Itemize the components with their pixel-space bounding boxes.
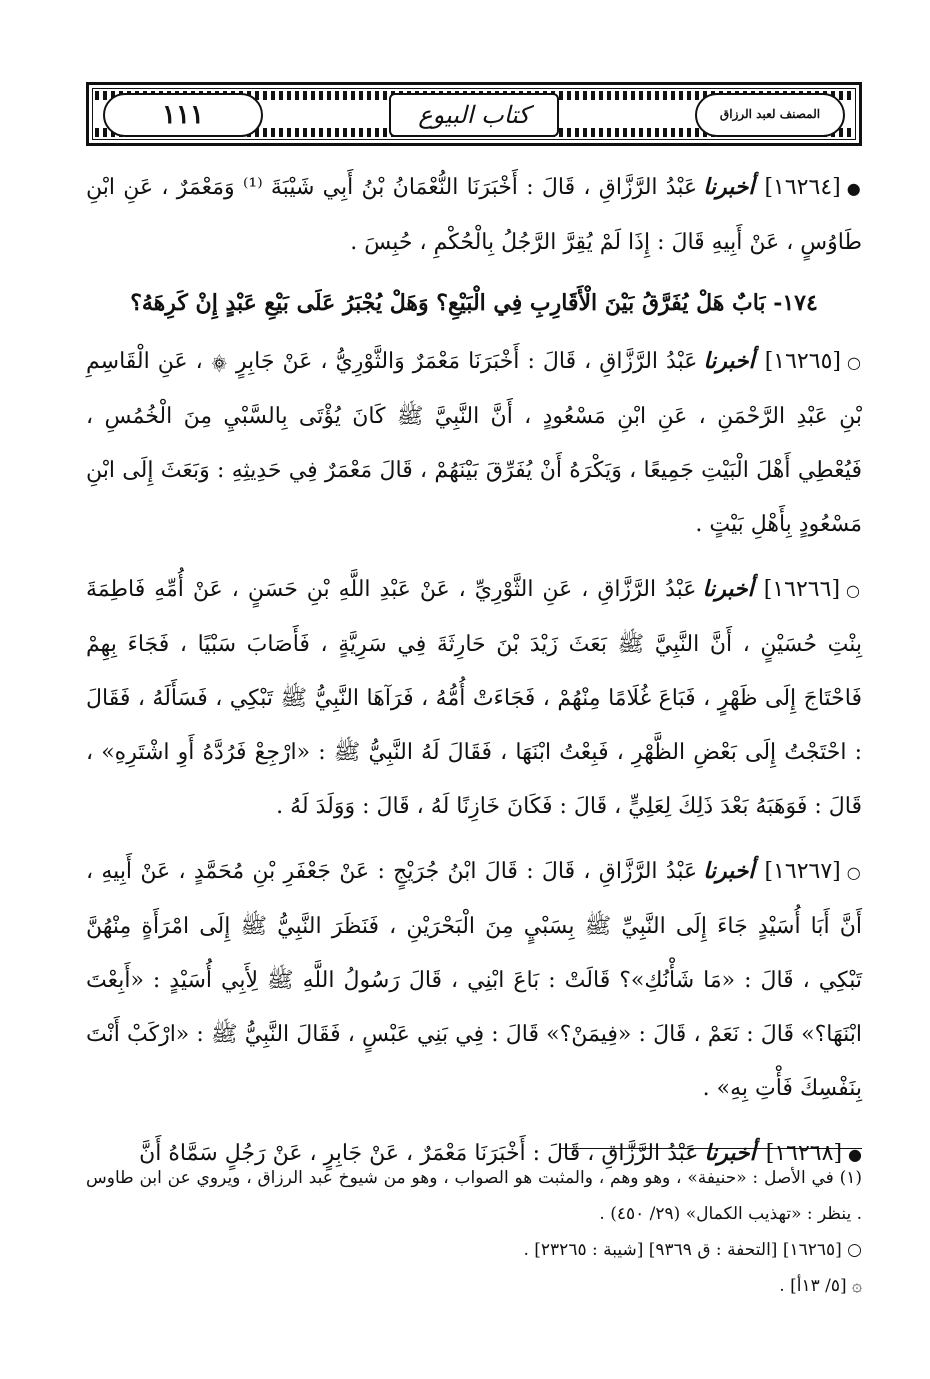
- book-name-plaque: [695, 93, 845, 137]
- book-name: المصنف لعبد الرزاق: [719, 107, 821, 122]
- book-title: كتاب البيوع: [418, 101, 530, 129]
- hadith-text: عَبْدُ الرَّزَّاقِ ، عَنِ الثَّوْرِيِّ ، عَنْ عَبْدِ اللَّهِ بْنِ حَسَنٍ ، عَنْ أُمِّهِ فَاطِمَةَ بِنْتِ حُسَيْنٍ ، أَنَّ النَّبِيَّ ﷺ بَعَثَ زَيْدَ بْنَ حَارِثَةَ فِي سَرِيَّةٍ ، فَأَصَابَ سَبْيًا ، فَجَاءَ بِهِمْ فَاحْتَاجَ إِلَى ظَهْرٍ ، فَبَاعَ غُلَامًا مِنْهُمْ ، فَجَاءَتْ أُمُّهُ ، فَرَآهَا النَّبِيُّ ﷺ تَبْكِي ، فَسَأَلَهُ ، فَقَالَ : احْتَجْتُ إِلَى بَعْضِ الظَّهْرِ ، فَبِعْتُ ابْنَهَا ، فَقَالَ لَهُ النَّبِيُّ ﷺ : «ارْجِعْ فَرُدَّهُ أَوِ اشْتَرِهِ» ، قَالَ : فَوَهَبَهُ بَعْدَ ذَلِكَ لِعَلِيٍّ ، قَالَ : فَكَانَ خَازِنًا لَهُ ، قَالَ : وَوَلَدَ لَهُ .: [86, 577, 862, 819]
- hadith-text: عَبْدُ الرَّزَّاقِ ، قَالَ : أَخْبَرَنَا النُّعْمَانُ بْنُ أَبِي شَيْبَةَ ⁽¹⁾ وَمَعْمَرٌ ، عَنِ ابْنِ طَاوُسٍ ، عَنْ أَبِيهِ قَالَ : إِذَا لَمْ يُقِرَّ الرَّجُلُ بِالْحُكْمِ ، حُبِسَ .: [86, 175, 862, 255]
- chapter-heading: ١٧٤- بَابٌ هَلْ يُفَرَّقُ بَيْنَ الْأَقَارِبِ فِي الْبَيْعِ؟ وَهَلْ يُجْبَرُ عَلَى بَيْعِ عَبْدٍ إِنْ كَرِهَهُ؟: [130, 290, 818, 316]
- page-number: ١١١: [162, 100, 204, 130]
- page-number-plaque: [103, 93, 263, 137]
- hadith-text: عَبْدُ الرَّزَّاقِ ، قَالَ : أَخْبَرَنَا مَعْمَرٌ ، عَنْ جَابِرٍ ، عَنْ رَجُلٍ سَمَّاهُ أَنَّ: [139, 1141, 699, 1166]
- hadith-marker: ●: [848, 1145, 862, 1164]
- footnote: ○ [١٦٢٦٥] [التحفة : ق ٩٣٦٩] [شيبة : ٢٣٢٦٥] .: [523, 1240, 862, 1260]
- hadith-number: [١٦٢٦٥]: [764, 349, 841, 374]
- page-header: [86, 82, 862, 146]
- footnote-divider: [560, 1148, 862, 1149]
- hadith-number: [١٦٢٦٨]: [765, 1141, 843, 1166]
- hadith-marker: ●: [846, 179, 862, 198]
- hadith-marker: ○: [846, 581, 862, 600]
- hadith-text: عَبْدُ الرَّزَّاقِ ، قَالَ : أَخْبَرَنَا مَعْمَرٌ وَالثَّوْرِيُّ ، عَنْ جَابِرٍ ۞ ، عَنِ الْقَاسِمِ بْنِ عَبْدِ الرَّحْمَنِ ، عَنِ ابْنِ مَسْعُودٍ ، أَنَّ النَّبِيَّ ﷺ كَانَ يُؤْتَى بِالسَّبْيِ مِنَ الْخُمُسِ ، فَيُعْطِي أَهْلَ الْبَيْتِ جَمِيعًا ، وَيَكْرَهُ أَنْ يُفَرِّقَ بَيْنَهُمْ ، قَالَ مَعْمَرٌ فِي حَدِيثِهِ : وَبَعَثَ إِلَى ابْنِ مَسْعُودٍ بِأَهْلِ بَيْتٍ .: [86, 349, 862, 537]
- hadith-number: [١٦٢٦٤]: [764, 175, 841, 200]
- hadith-verb: أخبرنا: [703, 174, 755, 200]
- hadith-paragraph: [86, 562, 862, 834]
- hadith-verb: أخبرنا: [704, 1140, 756, 1166]
- hadith-paragraph: [86, 844, 862, 1116]
- hadith-verb: أخبرنا: [703, 858, 755, 884]
- hadith-marker: ○: [846, 353, 862, 372]
- hadith-paragraph: [86, 160, 862, 270]
- footnotes: [86, 1160, 862, 1304]
- hadith-number: [١٦٢٦٧]: [764, 859, 841, 884]
- book-title-plaque: [389, 93, 559, 137]
- hadith-text: عَبْدُ الرَّزَّاقِ ، قَالَ : قَالَ ابْنُ جُرَيْجٍ : عَنْ جَعْفَرِ بْنِ مُحَمَّدٍ ، عَنْ أَبِيهِ ، أَنَّ أَبَا أُسَيْدٍ جَاءَ إِلَى النَّبِيِّ ﷺ بِسَبْيٍ مِنَ الْبَحْرَيْنِ ، فَنَظَرَ النَّبِيُّ ﷺ إِلَى امْرَأَةٍ مِنْهُنَّ تَبْكِي ، قَالَ : «مَا شَأْنُكِ»؟ قَالَتْ : بَاعَ ابْنِي ، قَالَ رَسُولُ اللَّهِ ﷺ لِأَبِي أُسَيْدٍ : «أَبِعْتَ ابْنَهَا؟» قَالَ : نَعَمْ ، قَالَ : «فِيمَنْ؟» قَالَ : فِي بَنِي عَبْسٍ ، فَقَالَ النَّبِيُّ ﷺ : «ارْكَبْ أَنْتَ بِنَفْسِكَ فَأْتِ بِهِ» .: [86, 859, 862, 1101]
- hadith-verb: أخبرنا: [703, 348, 755, 374]
- main-text: [86, 160, 862, 1192]
- hadith-number: [١٦٢٦٦]: [763, 577, 841, 602]
- hadith-marker: ○: [846, 863, 862, 882]
- hadith-paragraph: [86, 334, 862, 552]
- hadith-verb: أخبرنا: [702, 576, 754, 602]
- footnote: ۞ [٥/ ١٣أ] .: [779, 1276, 862, 1296]
- footnote: (١) في الأصل : «حنيفة» ، وهو وهم ، والمثبت هو الصواب ، وهو من شيوخ عبد الرزاق ، ويروي عن ابن طاوس . ينظر : «تهذيب الكمال» (٢٩/ ٤٥٠) .: [86, 1168, 862, 1224]
